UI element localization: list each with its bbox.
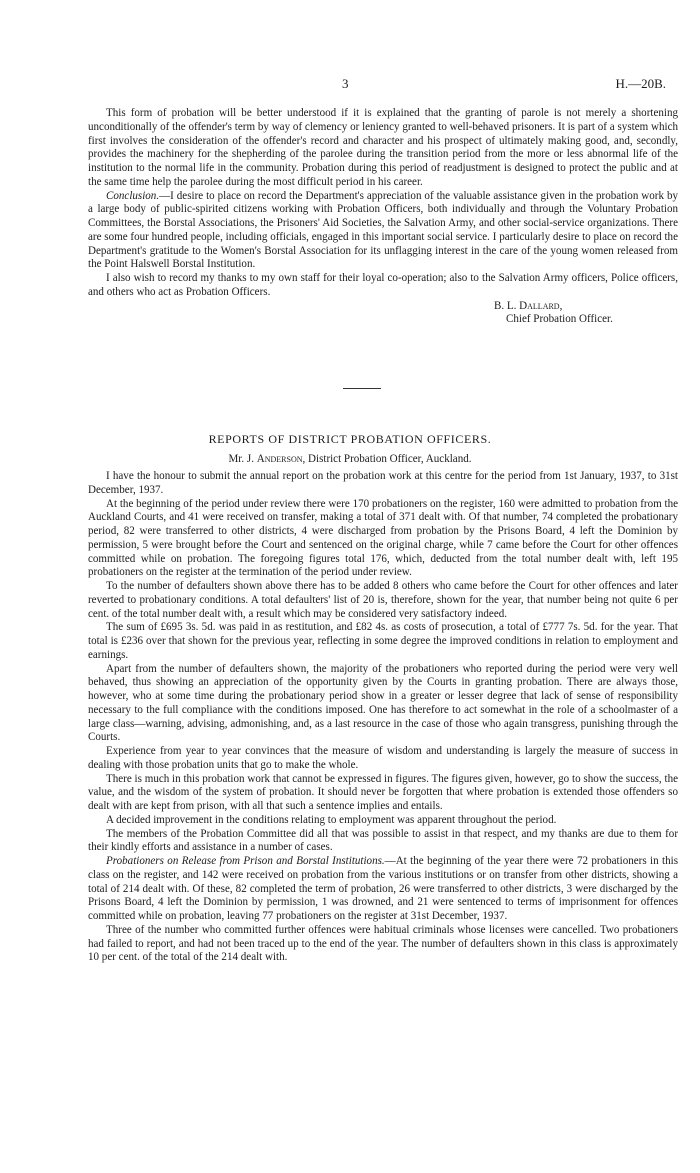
report-paragraph-10: [88, 855, 678, 924]
report-paragraph-11: Three of the number who committed further offences were habitual criminals whose licenses were cancelled. Two probationers had failed to report, and had not been traced up to the end of the year. The number of defaulters shown in this class is approximately 10 per cent. of the total of the 214 dealt with.: [88, 923, 678, 964]
release-heading: Probationers on Release from Prison and Borstal Institutions.: [106, 855, 385, 867]
report-paragraph-5: Apart from the number of defaulters shown, the majority of the probationers who reported during the period were very well behaved, thus showing an appreciation of the opportunity given by the Courts in granting probation. There are always those, however, who at some time during the probationary period show in a greater or lesser degree that lack of sense of responsibility necessary to the full compliance with the conditions imposed. One has therefore to act somewhat in the role of a schoolmaster of a large class—warning, advising, admonishing, and, as a last resource in the case of those who again transgress, punishing through the Courts.: [88, 662, 678, 744]
signature-title: Chief Probation Officer.: [506, 313, 613, 326]
report-paragraph-4: The sum of £695 3s. 5d. was paid in as restitution, and £82 4s. as costs of prosecution, a total of £777 7s. 5d. for the year. That total is £236 over that shown for the previous year, reflecting in some degree the improved conditions in relation to employment and earnings.: [88, 621, 678, 661]
report-paragraph-2: At the beginning of the period under review there were 170 probationers on the register, 160 were admitted to probation from the Auckland Courts, and 41 were received on transfer, making a total of 371 dealt with. Of that number, 74 completed the probationary period, 82 were transferred to other districts, 4 were discharged from probation by the Prisons Board, 4 left the Dominion by permission, 5 were brought before the Court and sentenced on the original charge, while 7 came before the Court for other offences committed while on probation. The foregoing figures total 176, which, deducted from the total number dealt with, left 195 probationers on the register at the termination of the period under review.: [88, 497, 678, 579]
report-paragraph-3: To the number of defaulters shown above there has to be added 8 others who came before the Court for other offences and later reverted to probationary conditions. A total defaulters' list of 20 is, therefore, shown for the year, that number being not quite 6 per cent. of the total number dealt with, a result which may be considered very satisfactory indeed.: [88, 580, 678, 620]
intro-section: [88, 107, 678, 327]
conclusion-heading: Conclusion.: [106, 189, 160, 202]
document-reference: H.—20B.: [615, 76, 666, 91]
report-paragraph-1: I have the honour to submit the annual report on the probation work at this centre for the period from 1st January, 1937, to 31st December, 1937.: [88, 470, 678, 496]
signature-block: [88, 300, 678, 328]
conclusion-text: —I desire to place on record the Department's appreciation of the valuable assistance given in the probation work by a large body of public-spirited citizens working with Probation Officers, both individually and through the Voluntary Probation Committees, the Borstal Associations, the Prisoners' Aid Societies, the Salvation Army, and other social-service organizations. There are some four hundred people, including officials, engaged in this important social service. I particularly desire to place on record the Department's gratitude to the Women's Borstal Association for its unflagging interest in the care of the young women released from the Point Halswell Borstal Institution.: [88, 189, 678, 271]
report-byline: [0, 453, 700, 465]
section-divider: [343, 388, 381, 389]
signature-name: B. L. Dallard,: [494, 299, 563, 312]
paragraph-thanks: I also wish to record my thanks to my own staff for their loyal co-operation; also to the Salvation Army officers, Police officers, and others who act as Probation Officers.: [88, 272, 678, 298]
byline-name: Anderson: [256, 453, 303, 465]
release-text: —At the beginning of the year there were 72 probationers in this class on the register, and 142 were received on probation from the various institutions or on transfer from other districts, showing a total of 214 dealt with. Of these, 82 completed the term of probation, 26 were transferred to other districts, 3 were discharged by the Prisons Board, 4 left the Dominion by permission, 1 was drowned, and 21 were sentenced to terms of imprisonment for offences committed while on probation, leaving 77 probationers on the register at 31st December, 1937.: [88, 855, 678, 922]
page-number: 3: [342, 76, 349, 91]
report-paragraph-7: There is much in this probation work that cannot be expressed in figures. The figures given, however, go to show the success, the value, and the wisdom of the system of probation. It should never be forgotten that where probation is extended those offenders so dealt with are kept from prison, with all that such a sentence implies and entails.: [88, 772, 678, 812]
paragraph-conclusion: [88, 190, 678, 273]
report-paragraph-8: A decided improvement in the conditions relating to employment was apparent throughout the period.: [106, 813, 557, 826]
report-paragraph-9: The members of the Probation Committee did all that was possible to assist in that respect, and my thanks are due to them for their kindly efforts and assistance in a number of cases.: [88, 827, 678, 854]
section-title: REPORTS OF DISTRICT PROBATION OFFICERS.: [208, 432, 492, 446]
paragraph-parole: This form of probation will be better understood if it is explained that the granting of parole is not merely a shortening unconditionally of the offender's term by way of clemency or leniency granted to well-behaved prisoners. It is part of a system which first involves the consideration of the offender's record and character and his prospect of ultimately making good, and, secondly, provides the machinery for the shepherding of the parolee during the transition period from the more or less abnormal life of the institution to the normal life in the community. Probation during this period of readjustment is designed to protect the public and at the same time help the parolee during the most difficult period in his career.: [88, 107, 678, 188]
auckland-report: [88, 470, 678, 965]
byline-prefix: Mr. J.: [228, 453, 257, 465]
report-paragraph-6: Experience from year to year convinces that the measure of wisdom and understanding is largely the measure of success in dealing with those probation units that go to make the whole.: [88, 745, 678, 771]
byline-suffix: , District Probation Officer, Auckland.: [302, 453, 472, 465]
